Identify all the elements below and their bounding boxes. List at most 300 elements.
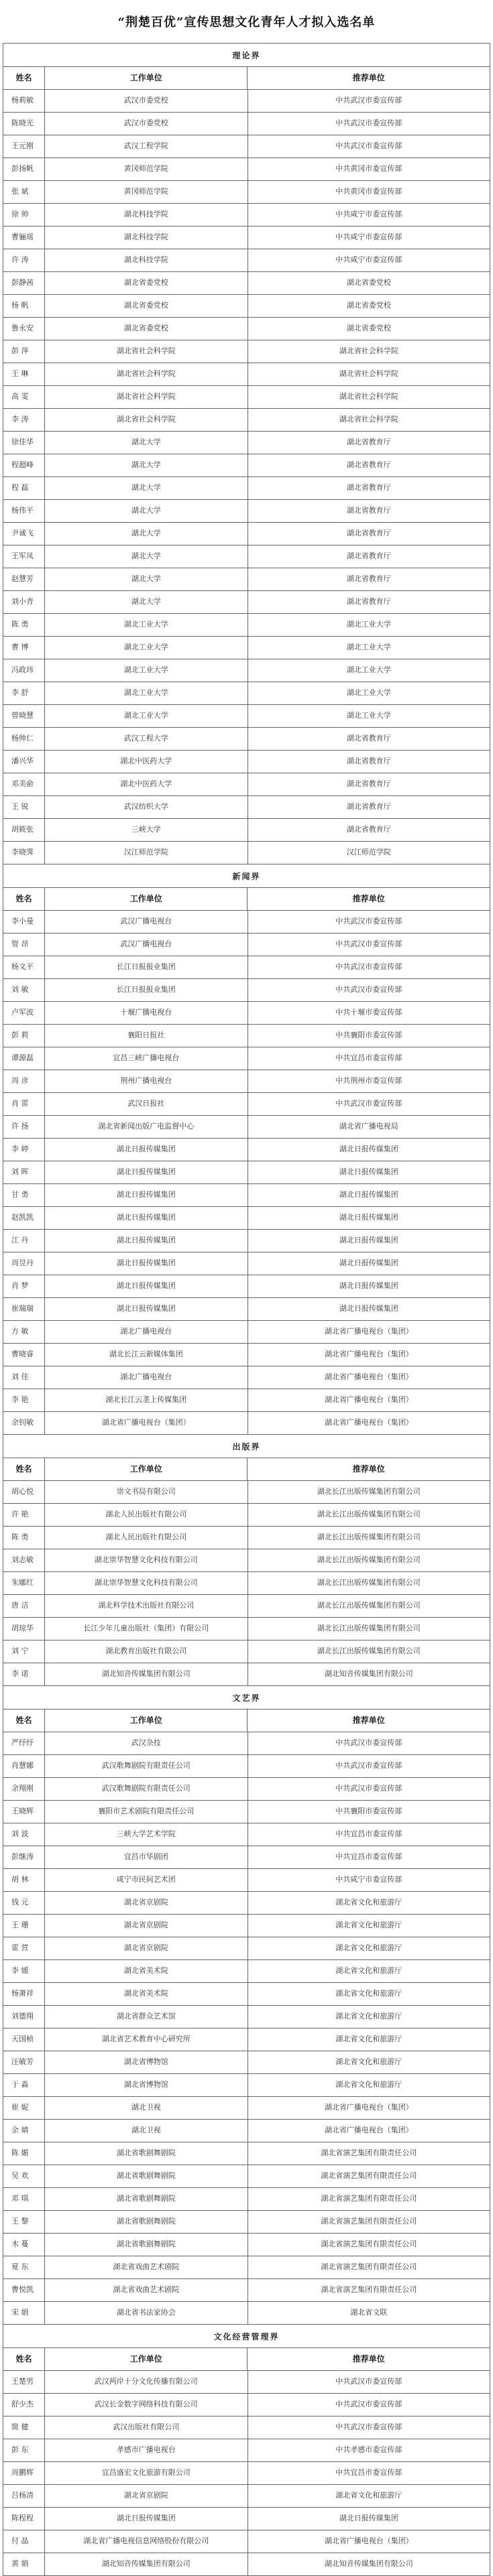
work-unit: 湖北日报传媒集团 (45, 1207, 248, 1230)
person-name: 王楚男 (3, 2371, 45, 2394)
table-row (3, 2302, 490, 2325)
recommending-unit: 湖北日报传媒集团 (248, 1298, 491, 1321)
work-unit: 武汉工程学院 (45, 135, 248, 158)
person-name: 彭 东 (3, 2439, 45, 2462)
person-name: 朱娜红 (3, 1572, 45, 1595)
work-unit: 武汉杂技 (45, 1732, 248, 1755)
person-name: 曹骊瑶 (3, 227, 45, 249)
section-heading: 新闻界 (3, 864, 490, 888)
person-name: 杨伟平 (3, 500, 45, 523)
recommending-unit: 湖北省演艺集团有限责任公司 (248, 2165, 491, 2188)
column-header-name: 姓名 (3, 888, 45, 911)
recommending-unit: 中共武汉市委宣传部 (248, 2417, 491, 2439)
work-unit: 湖北省社会科学院 (45, 386, 248, 409)
table-row (3, 933, 490, 956)
work-unit: 湖北人民出版社有限公司 (45, 1527, 248, 1549)
recommending-unit: 中共武汉市委宣传部 (248, 113, 491, 135)
recommending-unit: 湖北工业大学 (248, 614, 491, 637)
table-row (3, 409, 490, 432)
work-unit: 湖北日报传媒集团 (45, 1252, 248, 1275)
person-name: 许 涛 (3, 249, 45, 272)
table-row (3, 2553, 490, 2576)
recommending-unit: 中共武汉市委宣传部 (248, 956, 491, 979)
recommending-unit: 中共孝感市委宣传部 (248, 2439, 491, 2462)
table-row (3, 1389, 490, 1412)
recommending-unit: 中共咸宁市委宣传部 (248, 204, 491, 227)
recommending-unit: 湖北省委党校 (248, 318, 491, 340)
work-unit: 武汉歌舞剧院有限责任公司 (45, 1778, 248, 1801)
recommending-unit: 湖北省文化和旅游厅 (248, 2485, 491, 2508)
recommending-unit: 湖北知音传媒集团有限公司 (248, 2553, 491, 2576)
recommending-unit: 中共武汉市委宣传部 (248, 90, 491, 113)
column-header-recommender: 推荐单位 (248, 888, 490, 911)
recommending-unit: 中共黄冈市委宣传部 (248, 158, 491, 181)
recommending-unit: 湖北省教育厅 (248, 773, 491, 796)
recommending-unit: 湖北日报传媒集团 (248, 1275, 491, 1298)
person-name: 赵凯凯 (3, 1207, 45, 1230)
table-row (3, 2485, 490, 2508)
column-header-recommender: 推荐单位 (248, 2348, 490, 2371)
recommending-unit: 汉江师范学院 (248, 842, 491, 864)
person-name: 王 锐 (3, 796, 45, 819)
recommending-unit: 中共武汉市委宣传部 (248, 2371, 491, 2394)
work-unit: 荆州广播电视台 (45, 1070, 248, 1093)
column-header-unit: 工作单位 (45, 1458, 248, 1481)
work-unit: 孝感市广播电视台 (45, 2439, 248, 2462)
recommending-unit: 湖北省文化和旅游厅 (248, 2028, 491, 2051)
table-row (3, 2394, 490, 2417)
table-row (3, 1572, 490, 1595)
person-name: 杨莉敏 (3, 90, 45, 113)
recommending-unit: 湖北省教育厅 (248, 432, 491, 454)
recommending-unit: 湖北省文化和旅游厅 (248, 2051, 491, 2074)
recommending-unit: 中共襄阳市委宣传部 (248, 1025, 491, 1047)
work-unit: 湖北大学 (45, 568, 248, 591)
work-unit: 湖北中医药大学 (45, 751, 248, 773)
table-row (3, 2279, 490, 2302)
recommending-unit: 中共宜昌市委宣传部 (248, 2462, 491, 2485)
recommending-unit: 中共襄阳市委宣传部 (248, 1801, 491, 1823)
recommending-unit: 湖北省文化和旅游厅 (248, 1983, 491, 2006)
table-row (3, 728, 490, 751)
work-unit: 湖北省京剧院 (45, 1915, 248, 1937)
work-unit: 湖北工业大学 (45, 659, 248, 682)
work-unit: 湖北崇华智慧文化科技有限公司 (45, 1572, 248, 1595)
person-name: 黄 娟 (3, 2553, 45, 2576)
column-header-name: 姓名 (3, 1710, 45, 1732)
table-row (3, 1230, 490, 1252)
person-name: 严纾纾 (3, 1732, 45, 1755)
recommending-unit: 中共十堰市委宣传部 (248, 1002, 491, 1025)
recommending-unit: 湖北省文联 (248, 2302, 491, 2325)
recommending-unit: 湖北长江出版传媒集团有限公司 (248, 1481, 491, 1504)
work-unit: 湖北广播电视台 (45, 1366, 248, 1389)
work-unit: 三峡大学艺术学院 (45, 1823, 248, 1846)
recommending-unit: 中共宜昌市委宣传部 (248, 1823, 491, 1846)
table-row (3, 227, 490, 249)
work-unit: 湖北长江云新媒体集团 (45, 1344, 248, 1366)
person-name: 胡筱张 (3, 819, 45, 842)
person-name: 曹 博 (3, 637, 45, 659)
person-name: 王 黎 (3, 2211, 45, 2234)
person-name: 王元刚 (3, 135, 45, 158)
work-unit: 湖北省博物馆 (45, 2051, 248, 2074)
person-name: 尹诚飞 (3, 523, 45, 545)
work-unit: 湖北省美术院 (45, 1960, 248, 1983)
person-name: 雷 营 (3, 1937, 45, 1960)
person-name: 刘 敏 (3, 979, 45, 1002)
work-unit: 湖北省博物馆 (45, 2074, 248, 2097)
table-row (3, 1116, 490, 1139)
table-row (3, 1778, 490, 1801)
work-unit: 湖北大学 (45, 545, 248, 568)
person-name: 李晓霁 (3, 842, 45, 864)
person-name: 周鹏辉 (3, 2462, 45, 2485)
work-unit: 湖北省歌剧舞剧院 (45, 2165, 248, 2188)
table-row (3, 90, 490, 113)
table-row (3, 2028, 490, 2051)
recommending-unit: 湖北日报传媒集团 (248, 1184, 491, 1207)
person-name: 钱 元 (3, 1892, 45, 1915)
person-name: 宋 娟 (3, 2302, 45, 2325)
table-row (3, 1640, 490, 1663)
recommending-unit: 湖北长江出版传媒集团有限公司 (248, 1640, 491, 1663)
person-name: 张 斌 (3, 181, 45, 204)
work-unit: 武汉两岸十分文化传播有限公司 (45, 2371, 248, 2394)
recommending-unit: 湖北省教育厅 (248, 500, 491, 523)
person-name: 胡 林 (3, 1869, 45, 1892)
work-unit: 宜昌三峡广播电视台 (45, 1047, 248, 1070)
table-row (3, 1618, 490, 1640)
work-unit: 湖北省京剧院 (45, 1892, 248, 1915)
column-header-name: 姓名 (3, 2348, 45, 2371)
person-name: 王 珊 (3, 1915, 45, 1937)
section-heading: 文艺界 (3, 1686, 490, 1710)
recommending-unit: 湖北省演艺集团有限责任公司 (248, 2142, 491, 2165)
work-unit: 湖北省社会科学院 (45, 409, 248, 432)
recommending-unit: 湖北长江出版传媒集团有限公司 (248, 1595, 491, 1618)
recommending-unit: 中共武汉市委宣传部 (248, 1732, 491, 1755)
column-header-recommender: 推荐单位 (248, 1458, 490, 1481)
table-row (3, 500, 490, 523)
person-name: 彭 萍 (3, 340, 45, 363)
table-row (3, 1892, 490, 1915)
person-name: 崔瑞瑞 (3, 1298, 45, 1321)
recommending-unit: 湖北工业大学 (248, 682, 491, 705)
work-unit: 十堰广播电视台 (45, 1002, 248, 1025)
work-unit: 湖北日报传媒集团 (45, 1161, 248, 1184)
person-name: 徐 帅 (3, 204, 45, 227)
recommending-unit: 中共武汉市委宣传部 (248, 1755, 491, 1778)
table-row (3, 773, 490, 796)
column-header-row (3, 1710, 490, 1732)
person-name: 陈 勇 (3, 614, 45, 637)
person-name: 徐佳华 (3, 432, 45, 454)
recommending-unit: 湖北省广播电视台（集团） (248, 2530, 491, 2553)
table-row (3, 1161, 490, 1184)
recommending-unit: 湖北省广播电视台（集团） (248, 2120, 491, 2142)
recommending-unit: 中共武汉市委宣传部 (248, 933, 491, 956)
person-name: 李 舒 (3, 682, 45, 705)
recommending-unit: 湖北省文化和旅游厅 (248, 1960, 491, 1983)
person-name: 周 彦 (3, 1070, 45, 1093)
recommending-unit: 湖北省教育厅 (248, 796, 491, 819)
table-row (3, 842, 490, 864)
table-row (3, 956, 490, 979)
person-name: 余钊敏 (3, 1412, 45, 1435)
work-unit: 湖北大学 (45, 500, 248, 523)
recommending-unit: 湖北省社会科学院 (248, 409, 491, 432)
person-name: 天国桢 (3, 2028, 45, 2051)
recommending-unit: 湖北省委党校 (248, 272, 491, 295)
table-row (3, 432, 490, 454)
table-row (3, 2142, 490, 2165)
work-unit: 武汉市委党校 (45, 90, 248, 113)
column-header-recommender: 推荐单位 (248, 67, 490, 90)
work-unit: 宜昌市华剧团 (45, 1846, 248, 1869)
work-unit: 崇文书局有限公司 (45, 1481, 248, 1504)
table-row (3, 591, 490, 614)
person-name: 刘 波 (3, 1823, 45, 1846)
recommending-unit: 湖北长江出版传媒集团有限公司 (248, 1504, 491, 1527)
table-row (3, 682, 490, 705)
recommending-unit: 湖北省演艺集团有限责任公司 (248, 2279, 491, 2302)
recommending-unit: 湖北省演艺集团有限责任公司 (248, 2211, 491, 2234)
work-unit: 湖北省社会科学院 (45, 363, 248, 386)
table-row (3, 272, 490, 295)
work-unit: 宜昌盛宏文化旅游有限公司 (45, 2462, 248, 2485)
table-row (3, 2371, 490, 2394)
recommending-unit: 湖北省文化和旅游厅 (248, 1915, 491, 1937)
table-row (3, 751, 490, 773)
work-unit: 湖北日报传媒集团 (45, 1230, 248, 1252)
table-row (3, 1595, 490, 1618)
table-row (3, 1663, 490, 1686)
recommending-unit: 湖北省教育厅 (248, 454, 491, 477)
recommending-unit: 湖北省委党校 (248, 295, 491, 318)
table-row (3, 386, 490, 409)
table-row (3, 2211, 490, 2234)
work-unit: 武汉出版社有限公司 (45, 2417, 248, 2439)
person-name: 许 扬 (3, 1116, 45, 1139)
work-unit: 襄阳市艺术剧院有限责任公司 (45, 1801, 248, 1823)
recommending-unit: 湖北省文化和旅游厅 (248, 1937, 491, 1960)
table-row (3, 2188, 490, 2211)
work-unit: 湖北工业大学 (45, 614, 248, 637)
table-row (3, 2120, 490, 2142)
recommending-unit: 湖北长江出版传媒集团有限公司 (248, 1618, 491, 1640)
table-row (3, 2006, 490, 2028)
table-row (3, 181, 490, 204)
person-name: 赵慧芳 (3, 568, 45, 591)
recommending-unit: 湖北工业大学 (248, 659, 491, 682)
work-unit: 湖北科技学院 (45, 204, 248, 227)
table-row (3, 979, 490, 1002)
work-unit: 武汉日报社 (45, 1093, 248, 1116)
recommending-unit: 中共武汉市委宣传部 (248, 1778, 491, 1801)
recommending-unit: 中共荆州市委宣传部 (248, 1070, 491, 1093)
person-name: 简 健 (3, 2417, 45, 2439)
recommending-unit: 湖北省广播电视台（集团） (248, 1366, 491, 1389)
work-unit: 湖北省委党校 (45, 272, 248, 295)
person-name: 高 雯 (3, 386, 45, 409)
person-name: 彭 莉 (3, 1025, 45, 1047)
person-name: 胡琼华 (3, 1618, 45, 1640)
recommending-unit: 湖北省教育厅 (248, 728, 491, 751)
table-row (3, 1504, 490, 1527)
table-row (3, 2074, 490, 2097)
person-name: 唐 洁 (3, 1595, 45, 1618)
work-unit: 湖北省美术院 (45, 1983, 248, 2006)
person-name: 于 淼 (3, 2074, 45, 2097)
work-unit: 湖北省新闻出版广电监督中心 (45, 1116, 248, 1139)
table-row (3, 911, 490, 933)
person-name: 邓 琪 (3, 2188, 45, 2211)
person-name: 甘 勇 (3, 1184, 45, 1207)
column-header-row (3, 2348, 490, 2371)
table-row (3, 523, 490, 545)
person-name: 吴 欢 (3, 2165, 45, 2188)
table-row (3, 2256, 490, 2279)
table-row (3, 2234, 490, 2256)
person-name: 曾晓慧 (3, 705, 45, 728)
recommending-unit: 湖北省教育厅 (248, 523, 491, 545)
recommending-unit: 湖北日报传媒集团 (248, 2508, 491, 2530)
candidate-table (3, 43, 490, 2576)
recommending-unit: 湖北日报传媒集团 (248, 1252, 491, 1275)
work-unit: 湖北科学技术出版社有限公司 (45, 1595, 248, 1618)
person-name: 汪敏芳 (3, 2051, 45, 2074)
person-name: 余 婧 (3, 2120, 45, 2142)
recommending-unit: 中共宜昌市委宣传部 (248, 1047, 491, 1070)
person-name: 胡心悦 (3, 1481, 45, 1504)
table-row (3, 1412, 490, 1435)
recommending-unit: 湖北日报传媒集团 (248, 1230, 491, 1252)
work-unit: 湖北日报传媒集团 (45, 1275, 248, 1298)
table-row (3, 1139, 490, 1161)
column-header-row (3, 1458, 490, 1481)
work-unit: 武汉广播电视台 (45, 911, 248, 933)
recommending-unit: 湖北省演艺集团有限责任公司 (248, 2188, 491, 2211)
column-header-name: 姓名 (3, 67, 45, 90)
table-row (3, 477, 490, 500)
table-row (3, 659, 490, 682)
person-name: 邓美俞 (3, 773, 45, 796)
table-row (3, 2097, 490, 2120)
table-row (3, 340, 490, 363)
work-unit: 湖北科技学院 (45, 249, 248, 272)
work-unit: 湖北教育出版社有限公司 (45, 1640, 248, 1663)
person-name: 潘兴华 (3, 751, 45, 773)
person-name: 木 蔓 (3, 2234, 45, 2256)
work-unit: 湖北知音传媒集团有限公司 (45, 1663, 248, 1686)
work-unit: 湖北科技学院 (45, 227, 248, 249)
person-name: 陈 勇 (3, 1527, 45, 1549)
work-unit: 湖北省歌剧舞剧院 (45, 2188, 248, 2211)
work-unit: 湖北省京剧院 (45, 1937, 248, 1960)
work-unit: 湖北大学 (45, 591, 248, 614)
table-row (3, 1549, 490, 1572)
person-name: 程 磊 (3, 477, 45, 500)
work-unit: 湖北卫视 (45, 2097, 248, 2120)
work-unit: 湖北崇华智慧文化科技有限公司 (45, 1549, 248, 1572)
table-row (3, 637, 490, 659)
table-row (3, 1823, 490, 1846)
table-row (3, 1527, 490, 1549)
table-row (3, 545, 490, 568)
work-unit: 湖北省委党校 (45, 318, 248, 340)
recommending-unit: 湖北省广播电视局 (248, 1116, 491, 1139)
person-name: 冯政玮 (3, 659, 45, 682)
table-row (3, 1275, 490, 1298)
column-header-unit: 工作单位 (45, 1710, 248, 1732)
person-name: 管 昂 (3, 933, 45, 956)
person-name: 刘德翔 (3, 2006, 45, 2028)
recommending-unit: 湖北省教育厅 (248, 819, 491, 842)
table-row (3, 363, 490, 386)
table-row (3, 705, 490, 728)
person-name: 肖 梦 (3, 1275, 45, 1298)
table-row (3, 1960, 490, 1983)
person-name: 陈 媚 (3, 2142, 45, 2165)
work-unit: 湖北省群众艺术馆 (45, 2006, 248, 2028)
work-unit: 湖北省戏曲艺术剧院 (45, 2279, 248, 2302)
person-name: 肖慧娜 (3, 1755, 45, 1778)
work-unit: 湖北知音传媒集团有限公司 (45, 2553, 248, 2576)
person-name: 吕杨清 (3, 2485, 45, 2508)
recommending-unit: 湖北省教育厅 (248, 751, 491, 773)
person-name: 谭源磊 (3, 1047, 45, 1070)
recommending-unit: 湖北工业大学 (248, 705, 491, 728)
table-row (3, 2508, 490, 2530)
table-row (3, 454, 490, 477)
person-name: 陈程程 (3, 2508, 45, 2530)
recommending-unit: 湖北省社会科学院 (248, 363, 491, 386)
table-row (3, 1298, 490, 1321)
work-unit: 三峡大学 (45, 819, 248, 842)
recommending-unit: 湖北知音传媒集团有限公司 (248, 1663, 491, 1686)
table-row (3, 1983, 490, 2006)
recommending-unit: 湖北长江出版传媒集团有限公司 (248, 1527, 491, 1549)
table-row (3, 135, 490, 158)
person-name: 彭继涛 (3, 1846, 45, 1869)
recommending-unit: 湖北省教育厅 (248, 545, 491, 568)
recommending-unit: 湖北省教育厅 (248, 591, 491, 614)
table-row (3, 1732, 490, 1755)
table-row (3, 1002, 490, 1025)
recommending-unit: 中共咸宁市委宣传部 (248, 227, 491, 249)
table-row (3, 1252, 490, 1275)
person-name: 刘 晖 (3, 1161, 45, 1184)
table-row (3, 1801, 490, 1823)
work-unit: 长江日报报业集团 (45, 956, 248, 979)
person-name: 杨文平 (3, 956, 45, 979)
table-row (3, 204, 490, 227)
person-name: 方 敏 (3, 1321, 45, 1344)
work-unit: 湖北省委党校 (45, 295, 248, 318)
person-name: 刘志敏 (3, 1549, 45, 1572)
recommending-unit: 湖北日报传媒集团 (248, 1161, 491, 1184)
table-row (3, 1344, 490, 1366)
recommending-unit: 湖北省广播电视台（集团） (248, 1344, 491, 1366)
person-name: 肖 雷 (3, 1093, 45, 1116)
recommending-unit: 中共武汉市委宣传部 (248, 2394, 491, 2417)
person-name: 舒少杰 (3, 2394, 45, 2417)
table-row (3, 113, 490, 135)
recommending-unit: 中共武汉市委宣传部 (248, 135, 491, 158)
person-name: 付 晶 (3, 2530, 45, 2553)
work-unit: 汉江师范学院 (45, 842, 248, 864)
